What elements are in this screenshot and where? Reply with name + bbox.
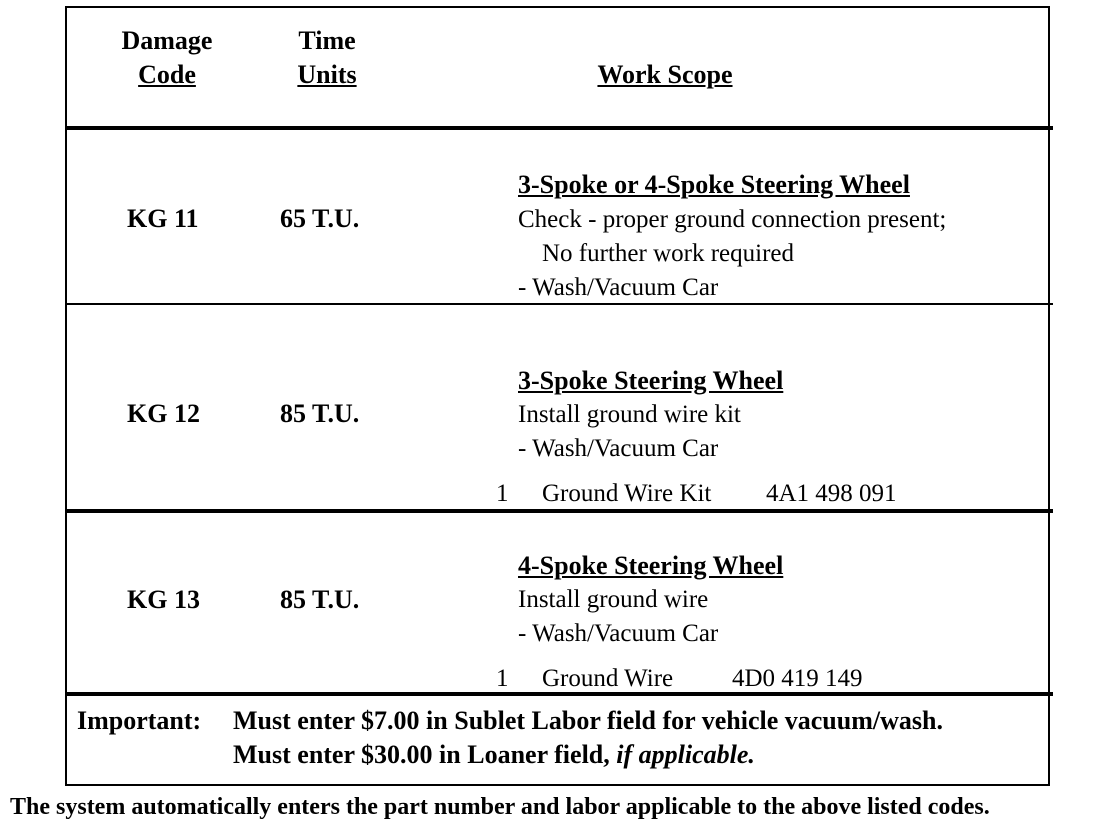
row-3-line-1: Install ground wire [518, 586, 709, 613]
row-2-line-1: Install ground wire kit [518, 401, 741, 428]
row-2-part-number: 4A1 498 091 [766, 480, 897, 507]
row-2-line-2: - Wash/Vacuum Car [518, 435, 719, 462]
header-damage-code [112, 28, 222, 88]
footer-note: The system automatically enters the part number and labor applicable to the above listed codes. [10, 794, 990, 820]
important-label: Important: [77, 706, 202, 735]
header-divider [65, 126, 1053, 130]
row-2-code: KG 12 [127, 399, 200, 428]
row-3-title: 4-Spoke Steering Wheel [518, 551, 784, 580]
row-1-code: KG 11 [127, 204, 199, 233]
row-2-part-name: Ground Wire Kit [542, 480, 712, 507]
header-work-scope-label: Work Scope [597, 60, 733, 89]
row-1-time: 65 T.U. [280, 204, 360, 233]
row-2-title: 3-Spoke Steering Wheel [518, 366, 784, 395]
header-time-units [272, 28, 382, 88]
row-3-line-2: - Wash/Vacuum Car [518, 620, 719, 647]
row-3-part-number: 4D0 419 149 [732, 665, 863, 692]
row-1-line-3: - Wash/Vacuum Car [518, 274, 719, 301]
row-1-title: 3-Spoke or 4-Spoke Steering Wheel [518, 170, 910, 199]
row-3-code: KG 13 [127, 585, 200, 614]
row-1-line-2: No further work required [542, 240, 794, 267]
row-3-part-name: Ground Wire [542, 665, 674, 692]
row-2-part-qty: 1 [496, 480, 509, 507]
row-3-part-qty: 1 [496, 665, 509, 692]
important-line-2-text: Must enter $30.00 in Loaner field, [233, 740, 617, 769]
row-divider-2 [65, 509, 1053, 513]
row-divider-1 [65, 303, 1053, 305]
header-damage-code-line2: Code [138, 60, 196, 89]
row-2-time: 85 T.U. [280, 399, 360, 428]
header-time-units-line2: Units [297, 60, 357, 89]
header-damage-code-line1: Damage [121, 26, 213, 55]
row-3-time: 85 T.U. [280, 585, 360, 614]
header-work-scope [560, 62, 770, 88]
important-line-2 [233, 742, 755, 768]
row-divider-3 [65, 692, 1053, 696]
row-1-line-1: Check - proper ground connection present; [518, 206, 947, 233]
header-time-units-line1: Time [298, 26, 356, 55]
important-line-2-emphasis: if applicable. [616, 740, 755, 769]
important-line-1: Must enter $7.00 in Sublet Labor field for vehicle vacuum/wash. [233, 706, 943, 735]
